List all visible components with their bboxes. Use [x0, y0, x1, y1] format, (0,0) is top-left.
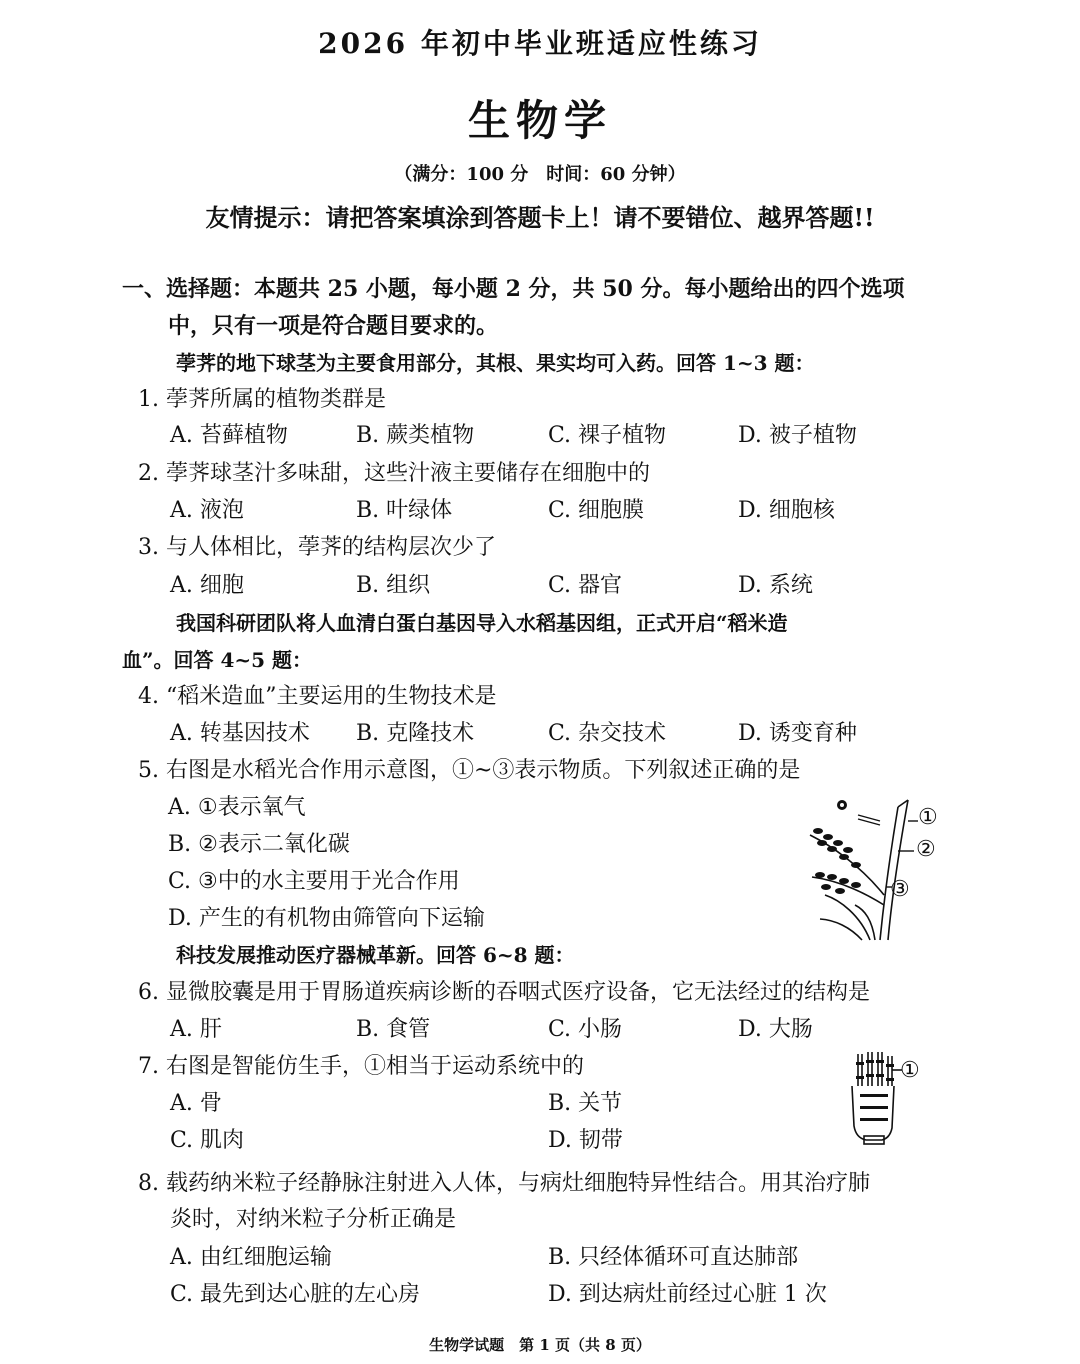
question-7-stem: 7. 右图是智能仿生手，①相当于运动系统中的 [138, 1054, 584, 1079]
question-4-stem: 4. “稻米造血”主要运用的生物技术是 [138, 684, 497, 709]
q7-option-c: C. 肌肉 [170, 1128, 245, 1153]
exam-meta: （满分：100 分 时间：60 分钟） [394, 164, 686, 185]
q4-option-b: B. 克隆技术 [356, 721, 475, 746]
intro-q1-3: 荸荠的地下球茎为主要食用部分，其根、果实均可入药。回答 1~3 题： [176, 351, 815, 375]
bionic-hand-figure [842, 1048, 932, 1148]
intro-q4-5: 我国科研团队将人血清白蛋白基因导入水稻基因组，正式开启“稻米造 [176, 611, 788, 635]
notice: 友情提示：请把答案填涂到答题卡上！请不要错位、越界答题!! [205, 203, 875, 232]
q3-option-b: B. 组织 [356, 573, 431, 598]
question-2-stem: 2. 荸荠球茎汁多味甜，这些汁液主要储存在细胞中的 [138, 461, 650, 486]
q1-option-b: B. 蕨类植物 [356, 423, 475, 448]
question-1-stem: 1. 荸荠所属的植物类群是 [138, 387, 386, 412]
page-footer: 生物学试题 第 1 页（共 8 页） [429, 1336, 651, 1354]
section-heading-cont: 中，只有一项是符合题目要求的。 [168, 313, 499, 339]
q8-option-a: A. 由红细胞运输 [170, 1245, 332, 1270]
q2-option-d: D. 细胞核 [738, 498, 835, 523]
question-8-stem: 8. 载药纳米粒子经静脉注射进入人体，与病灶细胞特异性结合。用其治疗肺 [138, 1171, 870, 1196]
q5-option-d: D. 产生的有机物由筛管向下运输 [168, 906, 485, 931]
q7-option-a: A. 骨 [170, 1091, 222, 1116]
q5-option-c: C. ③中的水主要用于光合作用 [168, 869, 460, 894]
q4-option-c: C. 杂交技术 [548, 721, 667, 746]
q6-option-c: C. 小肠 [548, 1017, 623, 1042]
q2-option-a: A. 液泡 [170, 498, 244, 523]
q5-option-b: B. ②表示二氧化碳 [168, 832, 350, 857]
q8-option-c: C. 最先到达心脏的左心房 [170, 1282, 421, 1307]
q5-option-a: A. ①表示氧气 [168, 795, 306, 820]
q7-option-b: B. 关节 [548, 1091, 623, 1116]
rice-label-3: ③ [890, 877, 910, 902]
q3-option-a: A. 细胞 [170, 573, 244, 598]
q1-option-c: C. 裸子植物 [548, 423, 667, 448]
q4-option-a: A. 转基因技术 [170, 721, 310, 746]
q1-option-a: A. 苔藓植物 [170, 423, 288, 448]
question-3-stem: 3. 与人体相比，荸荠的结构层次少了 [138, 535, 496, 560]
q8-option-b: B. 只经体循环可直达肺部 [548, 1245, 799, 1270]
q6-option-d: D. 大肠 [738, 1017, 813, 1042]
rice-photosynthesis-figure [800, 795, 950, 945]
subject-title: 生物学 [467, 96, 612, 145]
q2-option-b: B. 叶绿体 [356, 498, 453, 523]
q8-option-d: D. 到达病灶前经过心脏 1 次 [548, 1282, 827, 1307]
hand-label-1: ① [900, 1058, 920, 1083]
q6-option-b: B. 食管 [356, 1017, 431, 1042]
question-8-stem-cont: 炎时，对纳米粒子分析正确是 [170, 1207, 457, 1232]
q3-option-d: D. 系统 [738, 573, 813, 598]
q7-option-d: D. 韧带 [548, 1128, 623, 1153]
rice-label-2: ② [916, 837, 936, 862]
q3-option-c: C. 器官 [548, 573, 623, 598]
intro-q4-5-cont: 血”。回答 4~5 题： [122, 648, 313, 672]
intro-q6-8: 科技发展推动医疗器械革新。回答 6~8 题： [176, 943, 575, 967]
question-6-stem: 6. 显微胶囊是用于胃肠道疾病诊断的吞咽式医疗设备，它无法经过的结构是 [138, 980, 870, 1005]
q6-option-a: A. 肝 [170, 1017, 222, 1042]
question-5-stem: 5. 右图是水稻光合作用示意图，①~③表示物质。下列叙述正确的是 [138, 758, 801, 783]
exam-title: 2026 年初中毕业班适应性练习 [318, 27, 762, 60]
rice-label-1: ① [918, 805, 938, 830]
q1-option-d: D. 被子植物 [738, 423, 857, 448]
q2-option-c: C. 细胞膜 [548, 498, 645, 523]
section-heading: 一、选择题：本题共 25 小题，每小题 2 分，共 50 分。每小题给出的四个选项 [122, 276, 905, 302]
q4-option-d: D. 诱变育种 [738, 721, 857, 746]
